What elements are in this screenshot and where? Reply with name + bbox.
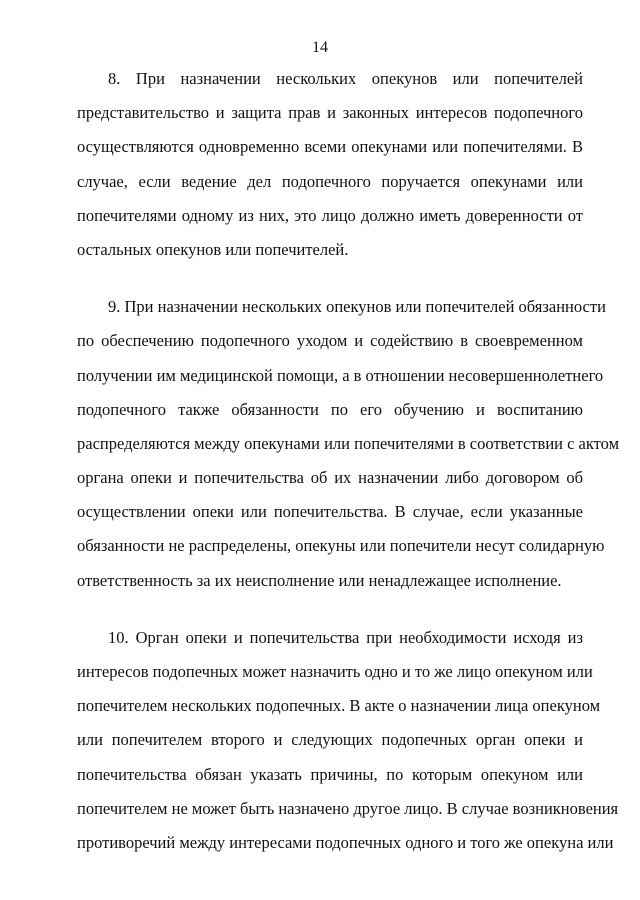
text-line: подопечного также обязанности по его обучению и воспитанию bbox=[77, 399, 583, 419]
text-line: осуществляются одновременно всеми опекунами или попечителями. В bbox=[77, 137, 583, 157]
text-line: попечительства обязан указать причины, по которым опекуном или bbox=[77, 764, 583, 784]
text-line: распределяются между опекунами или попечителями в соответствии с актом bbox=[77, 433, 620, 453]
text-line: попечителями одному из них, это лицо должно иметь доверенности от bbox=[77, 205, 583, 225]
text-line: обязанности не распределены, опекуны или попечители несут солидарную bbox=[77, 536, 605, 556]
paragraph-8 bbox=[77, 62, 583, 267]
paragraph-10 bbox=[77, 621, 619, 860]
text-line: по обеспечению подопечного уходом и содействию в своевременном bbox=[77, 331, 583, 351]
page-number: 14 bbox=[312, 39, 328, 56]
text-line: осуществлении опеки или попечительства. В случае, если указанные bbox=[77, 502, 583, 522]
text-line: 10. Орган опеки и попечительства при необходимости исходя из bbox=[108, 627, 583, 647]
text-line: получении им медицинской помощи, а в отношении несовершеннолетнего bbox=[77, 365, 604, 385]
text-line: случае, если ведение дел подопечного поручается опекунами или bbox=[77, 171, 583, 191]
text-line: представительство и защита прав и законных интересов подопечного bbox=[77, 103, 583, 123]
text-line: или попечителем второго и следующих подопечных орган опеки и bbox=[77, 730, 583, 750]
text-line: попечителем нескольких подопечных. В акте о назначении лица опекуном bbox=[77, 696, 601, 716]
text-line: 9. При назначении нескольких опекунов или попечителей обязанности bbox=[108, 297, 606, 317]
text-line: органа опеки и попечительства об их назначении либо договором об bbox=[77, 468, 583, 488]
text-line: ответственность за их неисполнение или ненадлежащее исполнение. bbox=[77, 570, 562, 590]
text-line: интересов подопечных может назначить одно и то же лицо опекуном или bbox=[77, 662, 593, 681]
text-line: остальных опекунов или попечителей. bbox=[77, 239, 349, 259]
text-line: 8. При назначении нескольких опекунов или попечителей bbox=[108, 69, 583, 88]
paragraph-9 bbox=[77, 290, 620, 598]
document-body bbox=[77, 62, 620, 883]
text-line: попечителем не может быть назначено другое лицо. В случае возникновения bbox=[77, 798, 619, 818]
text-line: противоречий между интересами подопечных одного и того же опекуна или bbox=[77, 832, 614, 852]
